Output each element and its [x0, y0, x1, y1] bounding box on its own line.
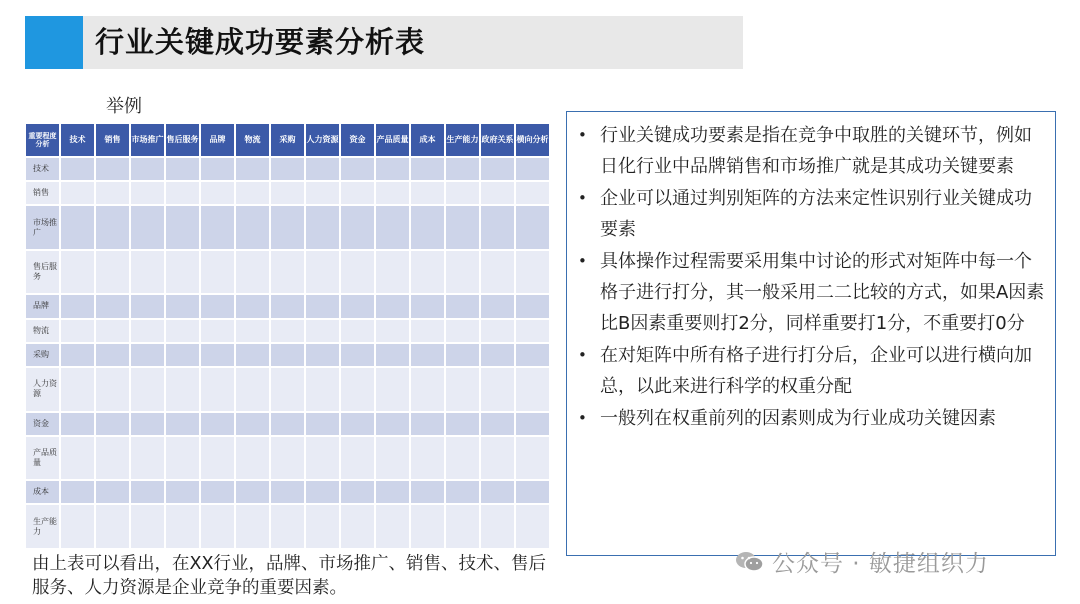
- note-text: 行业关键成功要素是指在竞争中取胜的关键环节，例如日化行业中品牌销售和市场推广就是其成功关键要素: [600, 125, 1032, 177]
- matrix-column-header: 采购: [270, 123, 305, 157]
- matrix-cell: [375, 319, 410, 343]
- list-item: [575, 183, 1047, 245]
- matrix-cell: [480, 319, 515, 343]
- matrix-row-header: 成本: [25, 480, 60, 504]
- matrix-cell: [480, 412, 515, 436]
- bullet-icon: •: [578, 409, 587, 427]
- matrix-cell: [410, 504, 445, 549]
- matrix-cell: [60, 367, 95, 411]
- bullet-icon: •: [578, 252, 587, 270]
- matrix-cell: [375, 343, 410, 367]
- list-item: [575, 120, 1047, 182]
- matrix-cell: [95, 480, 130, 504]
- matrix-cell: [235, 367, 270, 411]
- matrix-cell: [480, 205, 515, 249]
- table-row: [25, 181, 550, 205]
- matrix-column-header: 物流: [235, 123, 270, 157]
- title-accent-block: [25, 16, 83, 69]
- matrix-cell: [375, 367, 410, 411]
- matrix-cell: [445, 436, 480, 480]
- matrix-cell: [270, 412, 305, 436]
- matrix-cell: [445, 181, 480, 205]
- matrix-cell: [480, 181, 515, 205]
- matrix-column-header: 售后服务: [165, 123, 200, 157]
- matrix-cell: [95, 504, 130, 549]
- matrix-cell: [340, 412, 375, 436]
- matrix-row-header: 产品质量: [25, 436, 60, 480]
- matrix-cell: [60, 205, 95, 249]
- table-row: [25, 157, 550, 181]
- matrix-column-header: 成本: [410, 123, 445, 157]
- matrix-cell: [235, 504, 270, 549]
- matrix-cell: [270, 294, 305, 318]
- matrix-cell: [130, 205, 165, 249]
- matrix-cell: [410, 205, 445, 249]
- matrix-cell: [270, 205, 305, 249]
- matrix-cell: [165, 157, 200, 181]
- matrix-cell: [235, 181, 270, 205]
- matrix-cell: [305, 412, 340, 436]
- note-text: 企业可以通过判别矩阵的方法来定性识别行业关键成功要素: [600, 188, 1032, 240]
- matrix-cell: [340, 181, 375, 205]
- matrix-row-header: 品牌: [25, 294, 60, 318]
- matrix-cell: [375, 412, 410, 436]
- matrix-cell: [305, 436, 340, 480]
- matrix-cell: [340, 367, 375, 411]
- matrix-cell: [340, 319, 375, 343]
- matrix-cell: [410, 480, 445, 504]
- list-item: [575, 403, 1047, 434]
- matrix-cell: [200, 181, 235, 205]
- matrix-cell: [515, 250, 550, 294]
- matrix-cell: [515, 412, 550, 436]
- matrix-cell: [515, 181, 550, 205]
- note-text: 具体操作过程需要采用集中讨论的形式对矩阵中每一个格子进行打分，其一般采用二二比较的方式，如果A因素比B因素重要则打2分，同样重要打1分，不重要打0分: [600, 251, 1045, 334]
- matrix-cell: [480, 250, 515, 294]
- matrix-cell: [445, 343, 480, 367]
- matrix-cell: [130, 181, 165, 205]
- matrix-corner-header: 重要程度分析: [25, 123, 60, 157]
- matrix-cell: [340, 294, 375, 318]
- matrix-cell: [305, 504, 340, 549]
- matrix-column-header: 市场推广: [130, 123, 165, 157]
- matrix-cell: [515, 205, 550, 249]
- matrix-body: [25, 157, 550, 549]
- matrix-cell: [445, 319, 480, 343]
- matrix-cell: [235, 250, 270, 294]
- matrix-cell: [375, 181, 410, 205]
- matrix-cell: [165, 504, 200, 549]
- matrix-cell: [515, 480, 550, 504]
- matrix-cell: [200, 504, 235, 549]
- matrix-cell: [410, 367, 445, 411]
- matrix-cell: [410, 157, 445, 181]
- matrix-cell: [375, 436, 410, 480]
- matrix-column-header: 生产能力: [445, 123, 480, 157]
- matrix-column-header: 政府关系: [480, 123, 515, 157]
- matrix-cell: [235, 480, 270, 504]
- conclusion-text: 由上表可以看出，在XX行业，品牌、市场推广、销售、技术、售后服务、人力资源是企业竞争的重要因素。: [32, 554, 546, 598]
- matrix-cell: [375, 205, 410, 249]
- notes-list: [567, 112, 1055, 434]
- matrix-cell: [410, 319, 445, 343]
- matrix-cell: [410, 436, 445, 480]
- matrix-cell: [200, 436, 235, 480]
- list-item: [575, 246, 1047, 339]
- matrix-cell: [165, 294, 200, 318]
- table-row: [25, 436, 550, 480]
- matrix-cell: [235, 436, 270, 480]
- matrix-cell: [60, 343, 95, 367]
- matrix-row-header: 市场推广: [25, 205, 60, 249]
- matrix-cell: [305, 367, 340, 411]
- matrix-cell: [200, 157, 235, 181]
- matrix-cell: [200, 412, 235, 436]
- matrix-cell: [95, 367, 130, 411]
- matrix-cell: [410, 250, 445, 294]
- watermark-text: 公众号 · 敏捷组织力: [772, 551, 989, 577]
- table-row: [25, 205, 550, 249]
- matrix-cell: [95, 436, 130, 480]
- table-row: [25, 319, 550, 343]
- matrix-cell: [410, 294, 445, 318]
- matrix-cell: [305, 294, 340, 318]
- matrix-cell: [445, 367, 480, 411]
- matrix-cell: [445, 205, 480, 249]
- matrix-cell: [235, 294, 270, 318]
- table-row: [25, 480, 550, 504]
- matrix-cell: [375, 504, 410, 549]
- matrix-cell: [95, 319, 130, 343]
- matrix-cell: [340, 205, 375, 249]
- matrix-cell: [60, 412, 95, 436]
- matrix-cell: [515, 436, 550, 480]
- matrix-cell: [515, 294, 550, 318]
- note-text: 一般列在权重前列的因素则成为行业成功关键因素: [600, 408, 996, 429]
- matrix-cell: [60, 436, 95, 480]
- matrix-cell: [200, 205, 235, 249]
- example-label: 举例: [106, 96, 142, 117]
- matrix-cell: [60, 250, 95, 294]
- table-row: [25, 367, 550, 411]
- bullet-icon: •: [578, 126, 587, 144]
- matrix-cell: [515, 504, 550, 549]
- matrix-cell: [200, 480, 235, 504]
- matrix-cell: [270, 504, 305, 549]
- matrix-cell: [410, 412, 445, 436]
- matrix-column-header: 技术: [60, 123, 95, 157]
- bullet-icon: •: [578, 346, 587, 364]
- matrix-cell: [480, 480, 515, 504]
- matrix-cell: [410, 181, 445, 205]
- matrix-cell: [165, 367, 200, 411]
- matrix-cell: [165, 319, 200, 343]
- matrix-row-header: 售后服务: [25, 250, 60, 294]
- matrix-cell: [130, 412, 165, 436]
- matrix-cell: [375, 294, 410, 318]
- matrix-row-header: 技术: [25, 157, 60, 181]
- matrix-cell: [130, 343, 165, 367]
- matrix-cell: [95, 181, 130, 205]
- matrix-cell: [340, 343, 375, 367]
- matrix-cell: [270, 157, 305, 181]
- matrix-cell: [130, 319, 165, 343]
- title-bar: [83, 16, 743, 69]
- matrix-cell: [130, 436, 165, 480]
- matrix-cell: [165, 412, 200, 436]
- matrix-cell: [60, 319, 95, 343]
- matrix-cell: [410, 343, 445, 367]
- matrix-cell: [515, 319, 550, 343]
- matrix-cell: [130, 157, 165, 181]
- matrix-cell: [445, 294, 480, 318]
- notes-box: [566, 111, 1056, 556]
- matrix-cell: [340, 436, 375, 480]
- matrix-cell: [165, 205, 200, 249]
- matrix-cell: [515, 367, 550, 411]
- matrix-cell: [235, 412, 270, 436]
- matrix-cell: [445, 504, 480, 549]
- matrix-cell: [480, 294, 515, 318]
- table-row: [25, 250, 550, 294]
- matrix-cell: [270, 250, 305, 294]
- matrix-cell: [60, 157, 95, 181]
- matrix-cell: [95, 343, 130, 367]
- matrix-cell: [305, 480, 340, 504]
- matrix-column-header: 横向分析: [515, 123, 550, 157]
- matrix-cell: [95, 412, 130, 436]
- matrix-cell: [60, 480, 95, 504]
- matrix-header-row: [25, 123, 550, 157]
- matrix-column-header: 资金: [340, 123, 375, 157]
- matrix-cell: [130, 294, 165, 318]
- matrix-column-header: 产品质量: [375, 123, 410, 157]
- bullet-icon: •: [578, 189, 587, 207]
- matrix-cell: [305, 250, 340, 294]
- list-item: [575, 340, 1047, 402]
- matrix-cell: [130, 250, 165, 294]
- matrix-cell: [375, 157, 410, 181]
- matrix-column-header: 销售: [95, 123, 130, 157]
- matrix-cell: [95, 205, 130, 249]
- matrix-cell: [165, 436, 200, 480]
- success-factor-matrix: [24, 122, 551, 550]
- matrix-cell: [445, 412, 480, 436]
- matrix-cell: [375, 480, 410, 504]
- note-text: 在对矩阵中所有格子进行打分后，企业可以进行横向加总，以此来进行科学的权重分配: [600, 345, 1032, 397]
- matrix-cell: [305, 157, 340, 181]
- matrix-column-header: 人力资源: [305, 123, 340, 157]
- matrix-cell: [270, 319, 305, 343]
- matrix-column-header: 品牌: [200, 123, 235, 157]
- matrix-cell: [200, 343, 235, 367]
- matrix-row-header: 生产能力: [25, 504, 60, 549]
- matrix-cell: [340, 250, 375, 294]
- matrix-cell: [200, 367, 235, 411]
- matrix-cell: [305, 181, 340, 205]
- matrix-row-header: 物流: [25, 319, 60, 343]
- table-row: [25, 504, 550, 549]
- page-title: 行业关键成功要素分析表: [95, 25, 426, 59]
- matrix-cell: [235, 343, 270, 367]
- matrix-cell: [340, 157, 375, 181]
- matrix-row-header: 资金: [25, 412, 60, 436]
- matrix-cell: [270, 367, 305, 411]
- matrix-cell: [95, 294, 130, 318]
- matrix-cell: [480, 504, 515, 549]
- matrix-cell: [130, 504, 165, 549]
- matrix-cell: [130, 480, 165, 504]
- matrix-cell: [235, 205, 270, 249]
- matrix-cell: [515, 157, 550, 181]
- matrix-cell: [340, 504, 375, 549]
- matrix-cell: [305, 205, 340, 249]
- matrix-cell: [270, 181, 305, 205]
- matrix-cell: [165, 250, 200, 294]
- matrix-cell: [270, 480, 305, 504]
- matrix-cell: [480, 367, 515, 411]
- matrix-row-header: 采购: [25, 343, 60, 367]
- matrix-cell: [305, 343, 340, 367]
- matrix-cell: [480, 157, 515, 181]
- matrix-cell: [130, 367, 165, 411]
- matrix-cell: [200, 250, 235, 294]
- wechat-icon: [735, 550, 765, 574]
- matrix-cell: [165, 343, 200, 367]
- matrix-cell: [200, 294, 235, 318]
- matrix-cell: [95, 250, 130, 294]
- matrix-cell: [340, 480, 375, 504]
- matrix-cell: [480, 343, 515, 367]
- matrix-cell: [375, 250, 410, 294]
- matrix-cell: [270, 343, 305, 367]
- table-row: [25, 412, 550, 436]
- matrix-cell: [445, 480, 480, 504]
- matrix-cell: [95, 157, 130, 181]
- matrix-cell: [445, 157, 480, 181]
- matrix-cell: [270, 436, 305, 480]
- matrix-cell: [60, 294, 95, 318]
- matrix-row-header: 人力资源: [25, 367, 60, 411]
- table-row: [25, 343, 550, 367]
- matrix-cell: [60, 181, 95, 205]
- matrix-cell: [480, 436, 515, 480]
- table-row: [25, 294, 550, 318]
- matrix-cell: [235, 319, 270, 343]
- matrix-cell: [235, 157, 270, 181]
- matrix-cell: [200, 319, 235, 343]
- matrix-cell: [445, 250, 480, 294]
- matrix-cell: [60, 504, 95, 549]
- matrix-cell: [305, 319, 340, 343]
- matrix-row-header: 销售: [25, 181, 60, 205]
- matrix-cell: [165, 480, 200, 504]
- matrix-cell: [515, 343, 550, 367]
- watermark: [735, 545, 989, 578]
- matrix-cell: [165, 181, 200, 205]
